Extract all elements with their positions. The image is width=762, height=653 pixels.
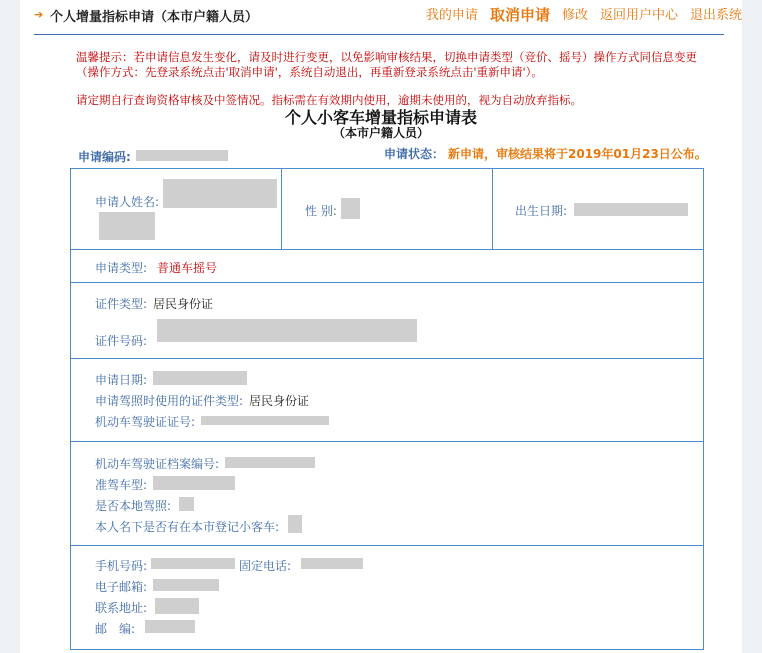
id-type-label: 证件类型:	[95, 297, 148, 311]
postcode-label: 邮 编:	[95, 622, 136, 636]
birth-date-label: 出生日期:	[515, 204, 568, 218]
notice-text: 温馨提示：若申请信息发生变化，请及时进行变更，以免影响审核结果，切换申请类型（竞价、摇号）操作方式同信息变更（操作方式：先登录系统点击'取消申请'，系统自动退出，再重新登录系统点击'重新申请'）。	[76, 50, 697, 79]
back-to-user-center-link[interactable]: 返回用户中心	[599, 8, 678, 23]
form-row-vehicle	[71, 442, 703, 546]
logout-link[interactable]: 退出系统	[689, 8, 742, 23]
gender-label: 性 别:	[305, 204, 337, 218]
form-row-id	[71, 283, 703, 359]
status-value: 新申请，审核结果将于2019年01月23日公布。	[448, 147, 707, 161]
application-number-label: 申请编码:	[78, 150, 131, 164]
form-subtitle: （本市户籍人员）	[332, 126, 429, 140]
id-number-redacted	[157, 319, 417, 342]
address-redacted	[155, 598, 199, 614]
form-row-license	[71, 359, 703, 442]
applicant-name-redacted	[163, 179, 277, 208]
cancel-application-link[interactable]: 取消申请	[489, 6, 550, 24]
email-redacted	[153, 579, 219, 591]
mobile-redacted	[151, 558, 235, 569]
address-label: 联系地址:	[95, 601, 148, 615]
application-form	[70, 168, 704, 650]
application-date-label: 申请日期:	[95, 373, 148, 387]
license-id-type-value: 居民身份证	[249, 394, 310, 408]
top-bar	[20, 0, 742, 34]
license-number-label: 机动车驾驶证证号:	[95, 415, 196, 429]
notice-text-2: 请定期自行查询资格审核及中签情况。指标需在有效期内使用，逾期未使用的，视为自动放弃指标。	[76, 93, 582, 107]
app-type-value: 普通车摇号	[157, 261, 218, 275]
email-label: 电子邮箱:	[95, 580, 148, 594]
license-id-type-label: 申请驾照时使用的证件类型:	[95, 394, 244, 408]
vehicle-class-redacted	[153, 476, 235, 490]
local-license-label: 是否本地驾照:	[95, 499, 172, 513]
form-row-contact	[71, 546, 703, 649]
applicant-name-redacted-2	[99, 212, 155, 240]
header-divider	[34, 34, 724, 35]
page-title: 个人增量指标申请（本市户籍人员）	[50, 10, 259, 25]
landline-redacted	[301, 558, 363, 569]
form-title: 个人小客车增量指标申请表	[284, 108, 477, 127]
has-car-redacted	[288, 515, 302, 533]
gender-redacted	[341, 198, 360, 219]
application-page	[20, 0, 742, 653]
archive-number-label: 机动车驾驶证档案编号:	[95, 457, 220, 471]
column-divider	[281, 169, 282, 249]
status-label: 申请状态：	[384, 147, 445, 161]
my-application-link[interactable]: 我的申请	[425, 8, 478, 23]
landline-label: 固定电话:	[239, 559, 292, 573]
birth-date-redacted	[574, 203, 688, 216]
modify-link[interactable]: 修改	[561, 8, 588, 23]
id-type-value: 居民身份证	[153, 297, 214, 311]
local-license-redacted	[179, 497, 194, 511]
column-divider	[492, 169, 493, 249]
application-number-redacted	[136, 150, 228, 161]
top-nav	[414, 4, 742, 25]
vehicle-class-label: 准驾车型:	[95, 478, 148, 492]
license-number-redacted	[201, 416, 329, 425]
archive-number-redacted	[225, 457, 315, 468]
postcode-redacted	[145, 620, 195, 633]
has-car-label: 本人名下是否有在本市登记小客车:	[95, 520, 280, 534]
applicant-name-label: 申请人姓名:	[95, 195, 160, 209]
arrow-icon: ➔	[34, 8, 44, 21]
form-row-personal	[71, 169, 703, 250]
id-number-label-text: 证件号码:	[95, 334, 148, 348]
app-type-label: 申请类型:	[95, 261, 148, 275]
mobile-label: 手机号码:	[95, 559, 148, 573]
form-row-app-type	[71, 250, 703, 283]
application-date-redacted	[153, 371, 247, 385]
